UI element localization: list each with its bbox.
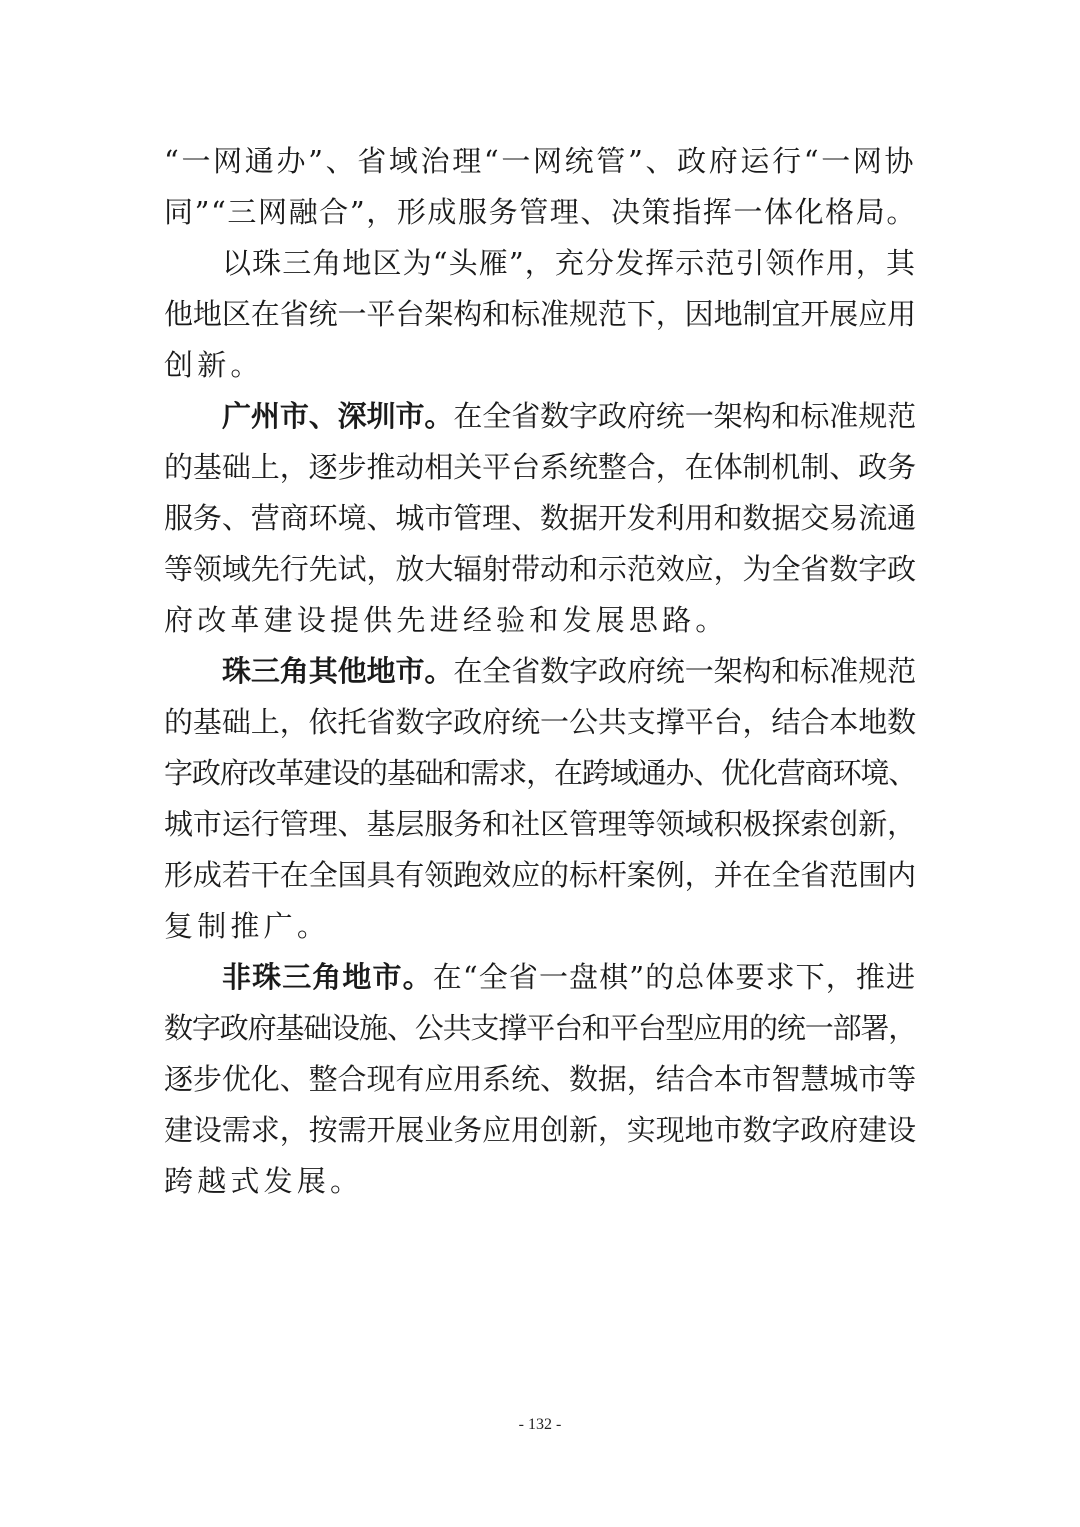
paragraph-first-line [164, 646, 916, 697]
text-line: 同”“三网融合”，形成服务管理、决策指挥一体化格局。 [164, 195, 917, 229]
text-line: 城市运行管理、基层服务和社区管理等领域积极探索创新， [164, 807, 916, 841]
text-line: 的基础上，依托省数字政府统一公共支撑平台，结合本地数 [164, 705, 916, 739]
text-line: 的基础上，逐步推动相关平台系统整合，在体制机制、政务 [164, 450, 916, 484]
text-line: 数字政府基础设施、公共支撑平台和平台型应用的统一部署， [164, 1011, 916, 1045]
text-line: 建设需求，按需开展业务应用创新，实现地市数字政府建设 [164, 1113, 916, 1147]
text-span: 在“全省一盘棋”的总体要求下，推进 [432, 960, 916, 994]
document-body [164, 136, 916, 1207]
paragraph-lead-heading: 非珠三角地市。 [222, 960, 433, 994]
paragraph-first-line [164, 952, 916, 1003]
text-line: 创新。 [164, 348, 264, 382]
paragraph-lead-heading: 珠三角其他地市。 [222, 654, 454, 688]
text-line: 字政府改革建设的基础和需求，在跨域通办、优化营商环境、 [164, 756, 916, 790]
text-line: 他地区在省统一平台架构和标准规范下，因地制宜开展应用 [164, 297, 916, 331]
text-line: 复制推广。 [164, 909, 331, 943]
text-line: “一网通办”、省域治理“一网统管”、政府运行“一网协 [164, 144, 916, 178]
text-span: 在全省数字政府统一架构和标准规范 [453, 399, 916, 433]
text-line: 府改革建设提供先进经验和发展思路。 [164, 603, 729, 637]
paragraph-lead-heading: 广州市、深圳市。 [222, 399, 454, 433]
text-line: 服务、营商环境、城市管理、数据开发利用和数据交易流通 [164, 501, 916, 535]
text-line: 形成若干在全国具有领跑效应的标杆案例，并在全省范围内 [164, 858, 916, 892]
text-span: 在全省数字政府统一架构和标准规范 [453, 654, 916, 688]
text-line: 等领域先行先试，放大辐射带动和示范效应，为全省数字政 [164, 552, 916, 586]
text-line: 逐步优化、整合现有应用系统、数据，结合本市智慧城市等 [164, 1062, 916, 1096]
paragraph-first-line [164, 391, 916, 442]
text-line: 以珠三角地区为“头雁”，充分发挥示范引领作用，其 [222, 246, 916, 280]
page-number: - 132 - [518, 1416, 562, 1433]
text-line: 跨越式发展。 [164, 1164, 364, 1198]
